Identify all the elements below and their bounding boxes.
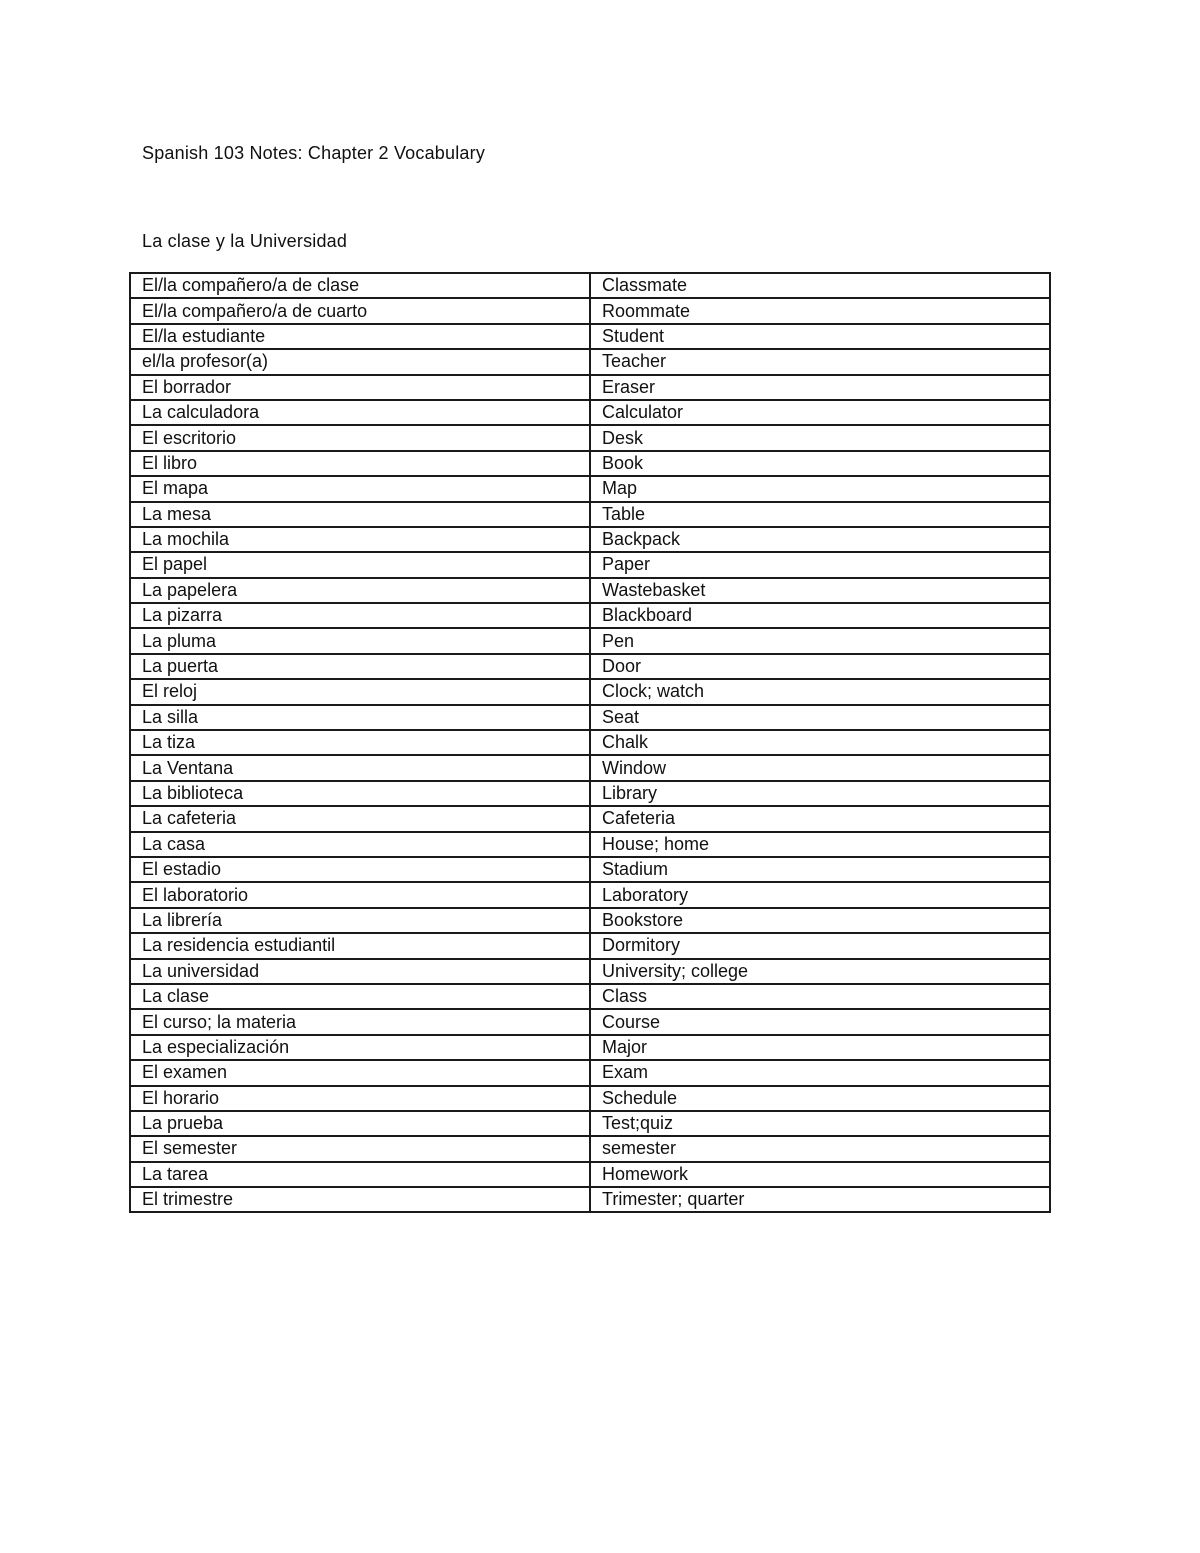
english-translation-cell: Desk xyxy=(590,425,1050,450)
english-translation-cell: Classmate xyxy=(590,273,1050,298)
spanish-term-cell: La pizarra xyxy=(130,603,590,628)
table-row xyxy=(130,882,1050,907)
english-translation-cell: Roommate xyxy=(590,298,1050,323)
vocabulary-table xyxy=(129,272,1051,1213)
english-translation-cell: Homework xyxy=(590,1162,1050,1187)
table-row xyxy=(130,705,1050,730)
table-row xyxy=(130,1009,1050,1034)
spanish-term-cell: La calculadora xyxy=(130,400,590,425)
english-translation-cell: Class xyxy=(590,984,1050,1009)
english-translation-cell: Dormitory xyxy=(590,933,1050,958)
table-row xyxy=(130,527,1050,552)
english-translation-cell: Blackboard xyxy=(590,603,1050,628)
table-row xyxy=(130,1035,1050,1060)
english-translation-cell: Laboratory xyxy=(590,882,1050,907)
table-row xyxy=(130,451,1050,476)
spanish-term-cell: La mesa xyxy=(130,502,590,527)
table-row xyxy=(130,933,1050,958)
english-translation-cell: University; college xyxy=(590,959,1050,984)
table-row xyxy=(130,1136,1050,1161)
english-translation-cell: Door xyxy=(590,654,1050,679)
spanish-term-cell: La puerta xyxy=(130,654,590,679)
spanish-term-cell: La tarea xyxy=(130,1162,590,1187)
english-translation-cell: Stadium xyxy=(590,857,1050,882)
english-translation-cell: Paper xyxy=(590,552,1050,577)
spanish-term-cell: La mochila xyxy=(130,527,590,552)
spanish-term-cell: El/la compañero/a de cuarto xyxy=(130,298,590,323)
spanish-term-cell: La clase xyxy=(130,984,590,1009)
english-translation-cell: Pen xyxy=(590,628,1050,653)
english-translation-cell: Wastebasket xyxy=(590,578,1050,603)
english-translation-cell: Calculator xyxy=(590,400,1050,425)
table-row xyxy=(130,1086,1050,1111)
table-row xyxy=(130,781,1050,806)
spanish-term-cell: El laboratorio xyxy=(130,882,590,907)
table-row xyxy=(130,400,1050,425)
english-translation-cell: Test;quiz xyxy=(590,1111,1050,1136)
english-translation-cell: semester xyxy=(590,1136,1050,1161)
english-translation-cell: Exam xyxy=(590,1060,1050,1085)
spanish-term-cell: La cafeteria xyxy=(130,806,590,831)
spanish-term-cell: La especialización xyxy=(130,1035,590,1060)
spanish-term-cell: El mapa xyxy=(130,476,590,501)
spanish-term-cell: el/la profesor(a) xyxy=(130,349,590,374)
table-row xyxy=(130,273,1050,298)
spanish-term-cell: La tiza xyxy=(130,730,590,755)
spanish-term-cell: La casa xyxy=(130,832,590,857)
vocabulary-table-body xyxy=(130,273,1050,1212)
english-translation-cell: Bookstore xyxy=(590,908,1050,933)
spanish-term-cell: El examen xyxy=(130,1060,590,1085)
english-translation-cell: Seat xyxy=(590,705,1050,730)
spanish-term-cell: La biblioteca xyxy=(130,781,590,806)
english-translation-cell: Cafeteria xyxy=(590,806,1050,831)
document-title: Spanish 103 Notes: Chapter 2 Vocabulary xyxy=(142,143,486,163)
spanish-term-cell: La librería xyxy=(130,908,590,933)
spanish-term-cell: El semester xyxy=(130,1136,590,1161)
spanish-term-cell: El/la estudiante xyxy=(130,324,590,349)
table-row xyxy=(130,730,1050,755)
english-translation-cell: Trimester; quarter xyxy=(590,1187,1050,1212)
table-row xyxy=(130,375,1050,400)
spanish-term-cell: La papelera xyxy=(130,578,590,603)
table-row xyxy=(130,984,1050,1009)
table-row xyxy=(130,603,1050,628)
english-translation-cell: Teacher xyxy=(590,349,1050,374)
table-row xyxy=(130,552,1050,577)
table-row xyxy=(130,425,1050,450)
spanish-term-cell: El curso; la materia xyxy=(130,1009,590,1034)
spanish-term-cell: El/la compañero/a de clase xyxy=(130,273,590,298)
spanish-term-cell: El papel xyxy=(130,552,590,577)
table-row xyxy=(130,324,1050,349)
english-translation-cell: Student xyxy=(590,324,1050,349)
table-row xyxy=(130,1162,1050,1187)
table-row xyxy=(130,502,1050,527)
spanish-term-cell: La residencia estudiantil xyxy=(130,933,590,958)
english-translation-cell: Table xyxy=(590,502,1050,527)
english-translation-cell: Backpack xyxy=(590,527,1050,552)
table-row xyxy=(130,349,1050,374)
english-translation-cell: House; home xyxy=(590,832,1050,857)
english-translation-cell: Major xyxy=(590,1035,1050,1060)
table-row xyxy=(130,832,1050,857)
spanish-term-cell: La prueba xyxy=(130,1111,590,1136)
english-translation-cell: Eraser xyxy=(590,375,1050,400)
table-row xyxy=(130,959,1050,984)
table-row xyxy=(130,654,1050,679)
table-row xyxy=(130,1111,1050,1136)
english-translation-cell: Chalk xyxy=(590,730,1050,755)
table-row xyxy=(130,298,1050,323)
table-row xyxy=(130,908,1050,933)
spanish-term-cell: La universidad xyxy=(130,959,590,984)
table-row xyxy=(130,755,1050,780)
spanish-term-cell: El libro xyxy=(130,451,590,476)
table-row xyxy=(130,679,1050,704)
english-translation-cell: Map xyxy=(590,476,1050,501)
spanish-term-cell: La Ventana xyxy=(130,755,590,780)
english-translation-cell: Course xyxy=(590,1009,1050,1034)
english-translation-cell: Library xyxy=(590,781,1050,806)
spanish-term-cell: El escritorio xyxy=(130,425,590,450)
table-row xyxy=(130,1060,1050,1085)
section-heading: La clase y la Universidad xyxy=(142,231,348,251)
english-translation-cell: Window xyxy=(590,755,1050,780)
spanish-term-cell: La silla xyxy=(130,705,590,730)
spanish-term-cell: El estadio xyxy=(130,857,590,882)
english-translation-cell: Book xyxy=(590,451,1050,476)
english-translation-cell: Schedule xyxy=(590,1086,1050,1111)
spanish-term-cell: El reloj xyxy=(130,679,590,704)
spanish-term-cell: La pluma xyxy=(130,628,590,653)
spanish-term-cell: El trimestre xyxy=(130,1187,590,1212)
spanish-term-cell: El horario xyxy=(130,1086,590,1111)
table-row xyxy=(130,1187,1050,1212)
spanish-term-cell: El borrador xyxy=(130,375,590,400)
english-translation-cell: Clock; watch xyxy=(590,679,1050,704)
table-row xyxy=(130,578,1050,603)
table-row xyxy=(130,476,1050,501)
table-row xyxy=(130,857,1050,882)
table-row xyxy=(130,806,1050,831)
table-row xyxy=(130,628,1050,653)
